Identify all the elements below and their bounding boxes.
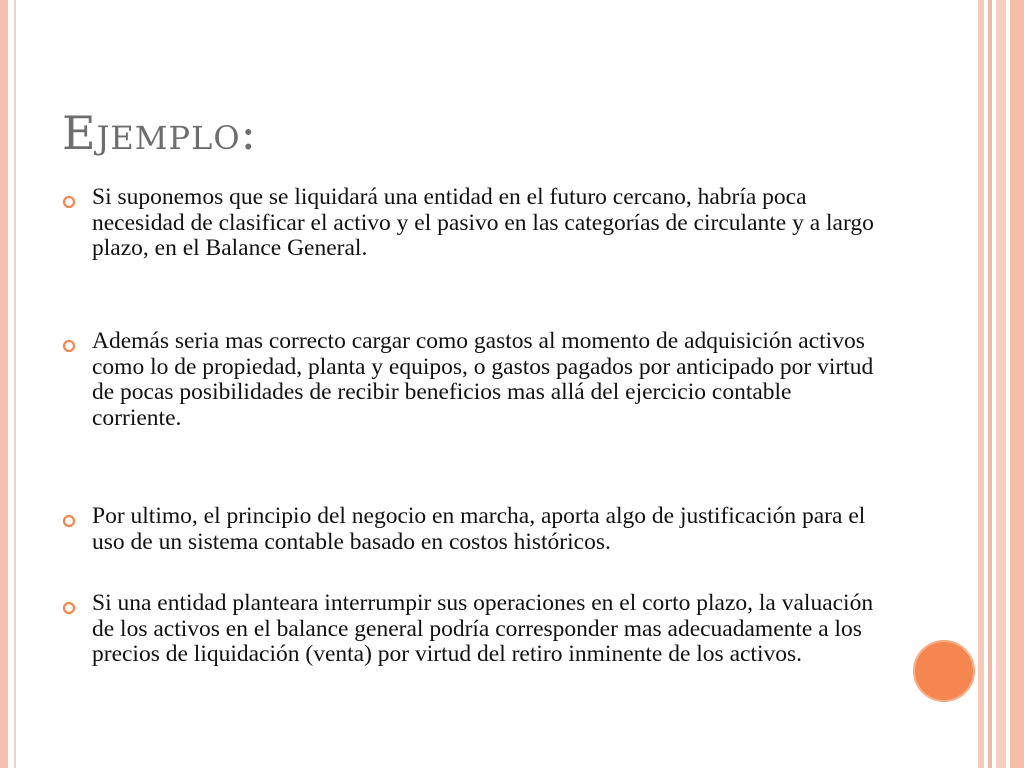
list-item <box>62 504 882 555</box>
bullet-text: Si una entidad planteara interrumpir sus operaciones en el corto plazo, la valuación de los activos en el balance general podría corresponder mas adecuadamente a los precios de liquidación (venta) por virtud del retiro inminente de los activos. <box>92 590 874 667</box>
bullet-text: Si suponemos que se liquidará una entidad en el futuro cercano, habría poca necesidad de clasificar el activo y el pasivo en las categorías de circulante y a largo plazo, en el Balance General. <box>92 184 874 261</box>
bullet-circle-icon <box>62 195 76 209</box>
right-stripe-3 <box>996 0 1006 768</box>
bullet-circle-icon <box>62 601 76 615</box>
right-stripe-2 <box>988 0 992 768</box>
left-border-line <box>14 0 16 768</box>
list-item <box>62 185 882 262</box>
list-item <box>62 591 882 668</box>
slide-title: Ejemplo: <box>62 106 258 160</box>
list-item <box>62 329 882 431</box>
right-stripe-1 <box>978 0 984 768</box>
bullet-circle-icon <box>62 339 76 353</box>
orange-circle-decoration <box>913 640 975 702</box>
bullet-text: Por ultimo, el principio del negocio en marcha, aporta algo de justificación para el uso de un sistema contable basado en costos históricos. <box>92 503 866 555</box>
left-border-decoration <box>0 0 8 768</box>
bullet-circle-icon <box>62 514 76 528</box>
right-stripe-4 <box>1010 0 1024 768</box>
bullet-text: Además seria mas correcto cargar como gastos al momento de adquisición activos como lo de propiedad, planta y equipos, o gastos pagados por anticipado por virtud de pocas posibilidades de recibir beneficios mas allá del ejercicio contable corriente. <box>92 328 874 431</box>
